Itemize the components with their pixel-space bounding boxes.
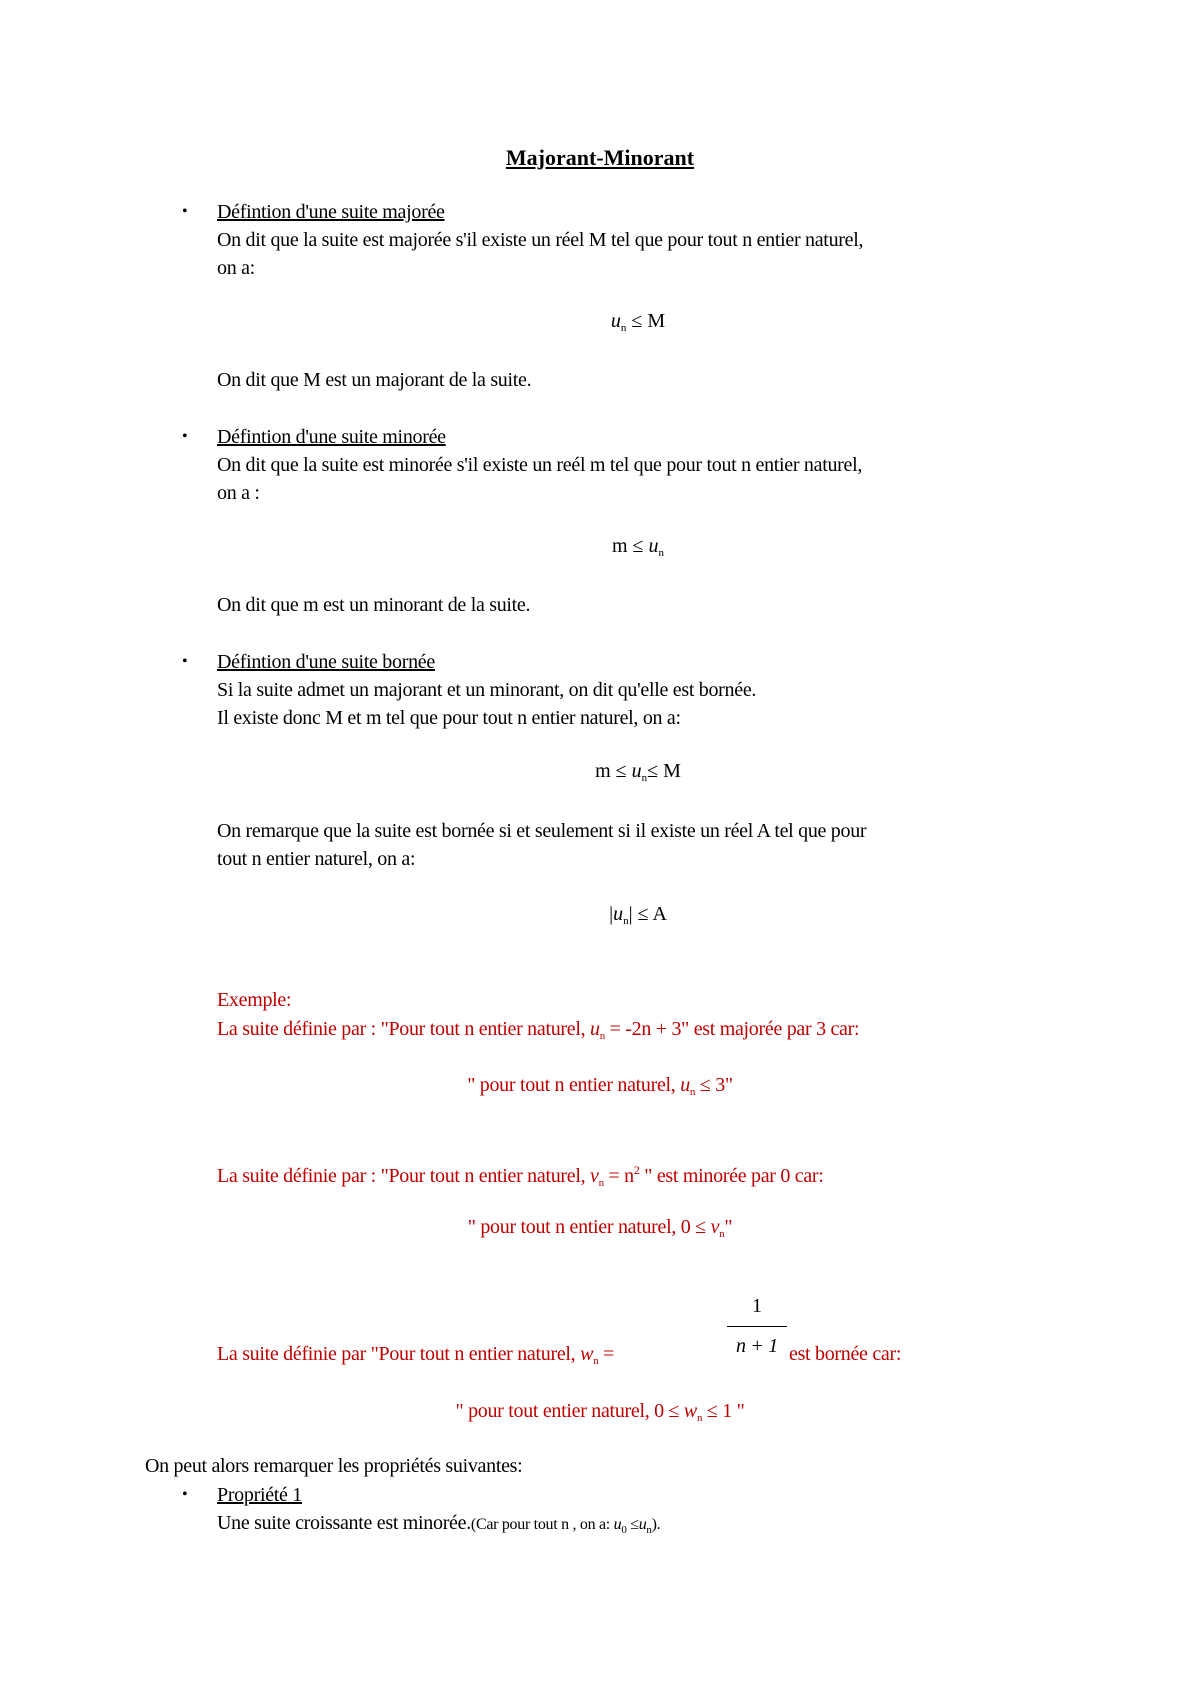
section-text: On remarque que la suite est bornée si et seulement si il existe un réel A tel que pour <box>217 820 867 842</box>
property-1-text: Une suite croissante est minorée.(Car pour tout n , on a: $u_0 \le u_n$). <box>217 1512 661 1536</box>
section-text: Il existe donc M et m tel que pour tout n entier naturel, on a: <box>217 707 681 729</box>
bullet-icon: • <box>182 653 188 670</box>
formula-majoree: $u_n \le M$ <box>610 310 666 334</box>
section-text: On dit que la suite est minorée s'il existe un reél m tel que pour tout n entier naturel, <box>217 454 863 476</box>
example-label: Exemple: <box>217 989 292 1011</box>
example-3-text-end: est bornée car: <box>789 1343 902 1365</box>
bullet-icon: • <box>182 1486 188 1503</box>
formula-minoree: $m \le u_n$ <box>611 535 665 559</box>
bullet-icon: • <box>182 428 188 445</box>
section-text: On dit que m est un minorant de la suite. <box>217 594 531 616</box>
section-heading-minoree: Défintion d'une suite minorée <box>217 426 446 448</box>
example-1-text: La suite définie par : "Pour tout n entier naturel, $u_n = -2n + 3$" est majorée par 3 car: <box>217 1018 860 1042</box>
fraction-numerator: 1 <box>752 1295 762 1317</box>
page-title: Majorant-Minorant <box>505 145 695 170</box>
section-text: tout n entier naturel, on a: <box>217 848 416 870</box>
example-3-text: La suite définie par "Pour tout n entier naturel, $w_n$ = <box>217 1343 614 1367</box>
fraction-denominator: n + 1 <box>736 1335 778 1357</box>
properties-intro: On peut alors remarquer les propriétés suivantes: <box>145 1455 523 1477</box>
section-heading-majoree: Défintion d'une suite majorée <box>217 201 445 223</box>
section-text: On dit que M est un majorant de la suite. <box>217 369 532 391</box>
example-2-formula: " pour tout n entier naturel, $0 \le v_n$" <box>467 1216 733 1240</box>
example-1-formula: " pour tout n entier naturel, $u_n \le 3$" <box>467 1074 733 1098</box>
formula-bornee: $m \le u_n\le M$ <box>595 760 681 784</box>
fraction-bar <box>727 1326 787 1327</box>
property-1-heading: Propriété 1 <box>217 1484 303 1506</box>
section-heading-bornee: Défintion d'une suite bornée <box>217 651 435 673</box>
formula-absolute: $|u_n| \le A$ <box>609 903 667 927</box>
section-text: on a: <box>217 257 255 279</box>
section-text: On dit que la suite est majorée s'il existe un réel M tel que pour tout n entier naturel, <box>217 229 864 251</box>
bullet-icon: • <box>182 203 188 220</box>
section-text: Si la suite admet un majorant et un minorant, on dit qu'elle est bornée. <box>217 679 757 701</box>
example-2-text: La suite définie par : "Pour tout n entier naturel, $v_n = n^2$ " est minorée par 0 car: <box>217 1163 824 1189</box>
section-text: on a : <box>217 482 260 504</box>
example-3-formula: " pour tout entier naturel, $0 \le w_n \le 1$ " <box>455 1400 745 1424</box>
